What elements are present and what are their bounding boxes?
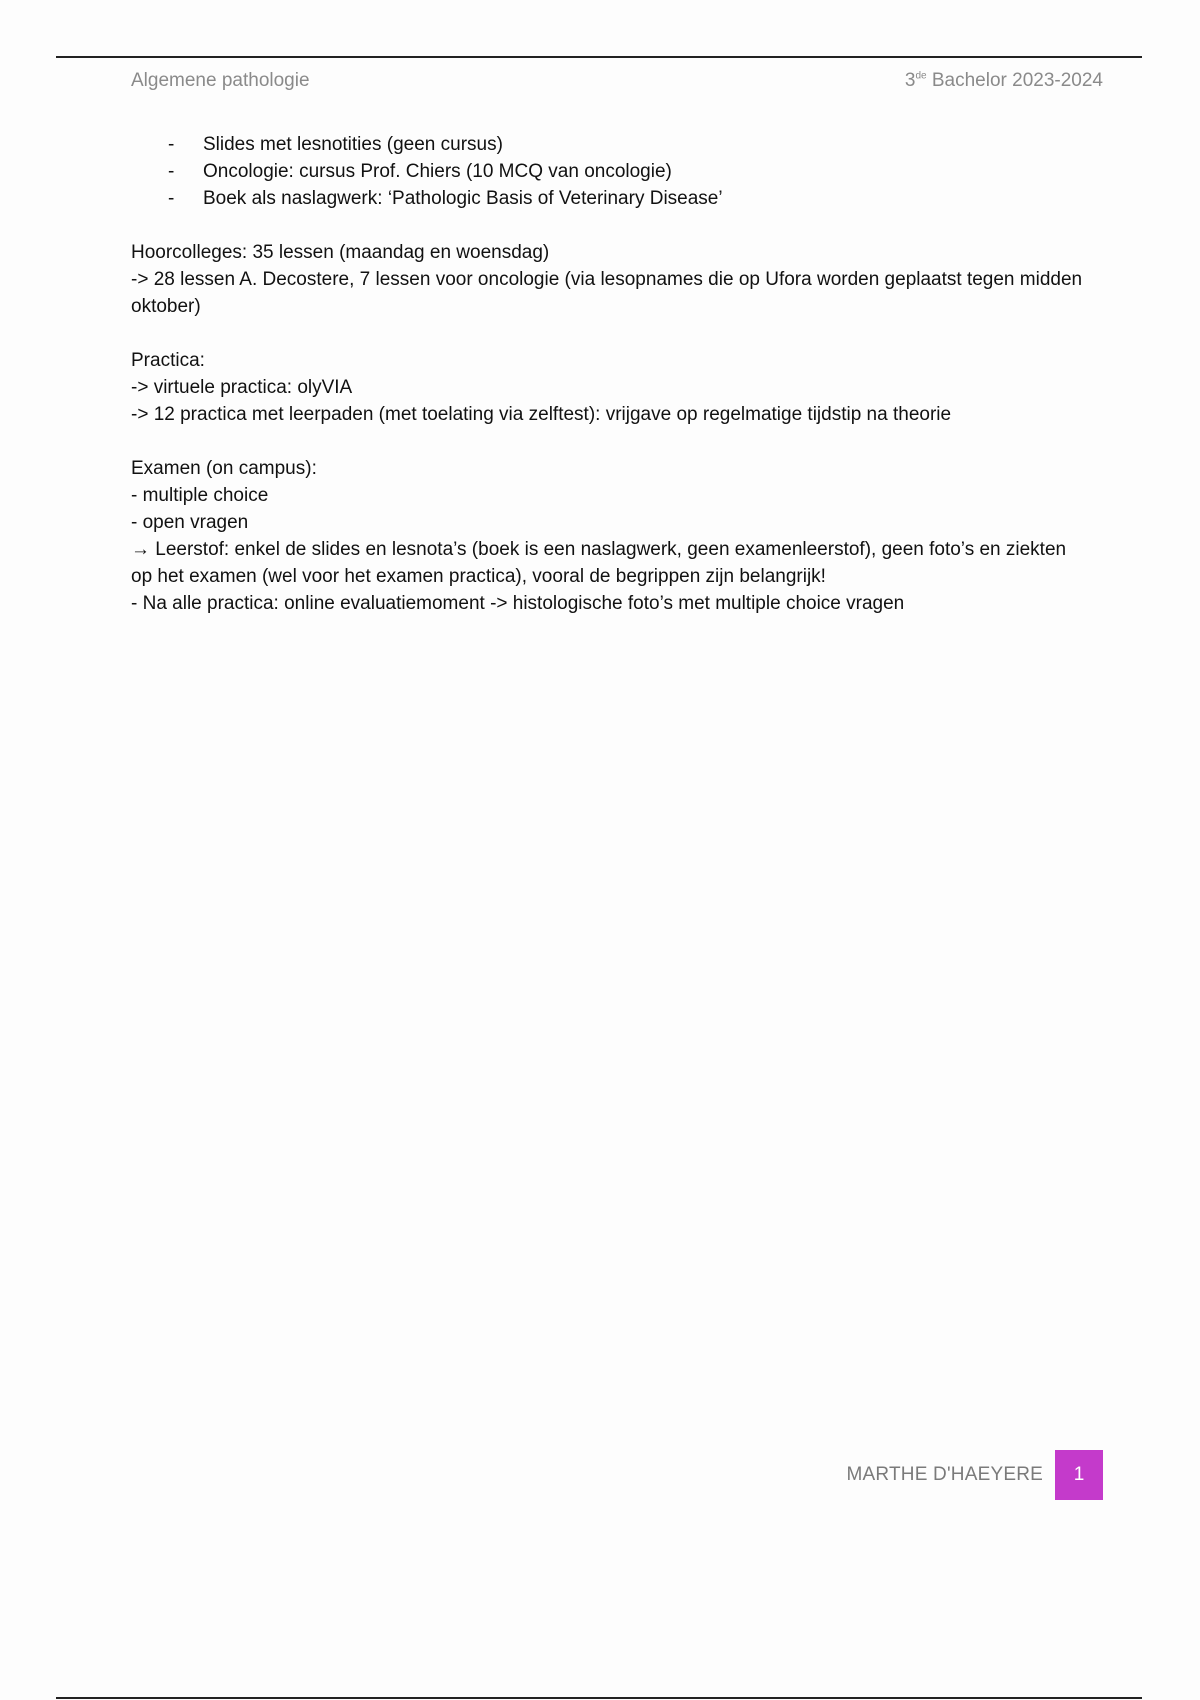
examen-line: → Leerstof: enkel de slides en lesnota’s (boek is een naslagwerk, geen examenleerstof), geen foto’s en ziekten op het examen (wel voor het examen practica), vooral de begrippen zijn belangrijk! xyxy=(131,539,1067,587)
hoorcolleges-title: Hoorcolleges: 35 lessen (maandag en woensdag) xyxy=(131,242,550,263)
page-number: 1 xyxy=(1055,1450,1103,1500)
practica-line: -> 12 practica met leerpaden (met toelating via zelftest): vrijgave op regelmatige tijdstip na theorie xyxy=(131,404,952,425)
document-body xyxy=(131,131,1091,617)
footer-rule xyxy=(56,1697,1142,1699)
examen-line: - Na alle practica: online evaluatiemoment -> histologische foto’s met multiple choice vragen xyxy=(131,593,905,614)
page-footer xyxy=(846,1450,1103,1500)
header-rule xyxy=(56,56,1142,58)
page-header xyxy=(131,70,1103,92)
hoorcolleges-detail: -> 28 lessen A. Decostere, 7 lessen voor oncologie (via lesopnames die op Ufora worden geplaatst tegen midden oktober) xyxy=(131,269,1083,317)
footer-author: MARTHE D'HAEYERE xyxy=(846,1464,1043,1485)
list-item: - Slides met lesnotities (geen cursus) xyxy=(168,134,503,155)
practica-line: -> virtuele practica: olyVIA xyxy=(131,377,353,398)
list-item: - Oncologie: cursus Prof. Chiers (10 MCQ van oncologie) xyxy=(168,161,672,182)
header-year: 3de Bachelor 2023-2024 xyxy=(904,70,1103,91)
examen-line: - open vragen xyxy=(131,512,249,533)
practica-title: Practica: xyxy=(131,350,205,371)
material-list xyxy=(131,131,1091,212)
header-course-title: Algemene pathologie xyxy=(131,70,310,91)
examen-line: - multiple choice xyxy=(131,485,269,506)
examen-title: Examen (on campus): xyxy=(131,458,317,479)
list-item: - Boek als naslagwerk: ‘Pathologic Basis of Veterinary Disease’ xyxy=(168,188,723,209)
